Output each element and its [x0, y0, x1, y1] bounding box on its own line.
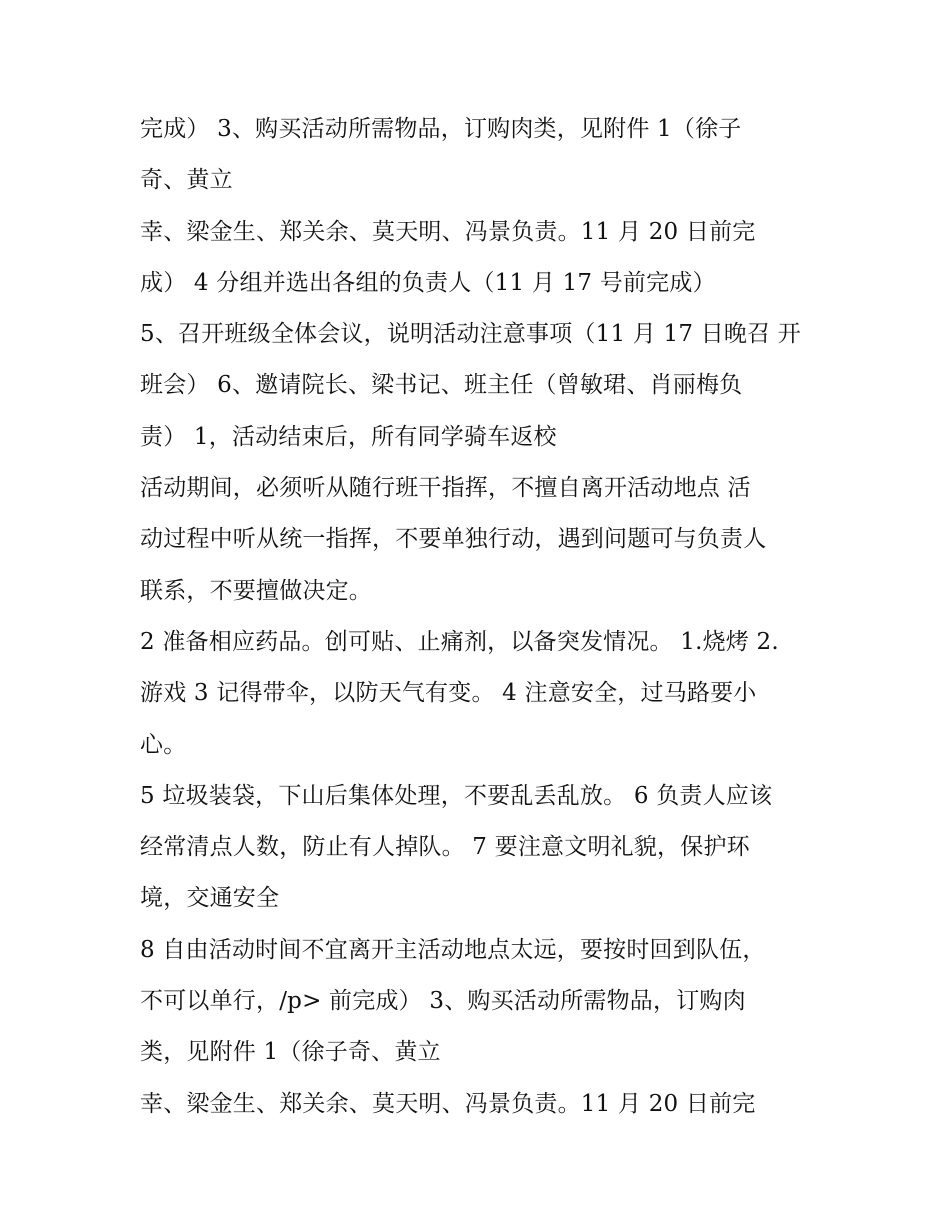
document-body — [140, 104, 840, 1130]
text-line: 心。 — [140, 731, 187, 758]
text-line: 班会） 6、邀请院长、梁书记、班主任（曾敏珺、肖丽梅负 — [140, 372, 743, 399]
text-line: 联系，不要擅做决定。 — [140, 577, 372, 604]
text-line: 动过程中听从统一指挥，不要单独行动，遇到问题可与负责人 — [140, 526, 767, 553]
text-line: 境，交通安全 — [140, 885, 280, 912]
text-line: 奇、黄立 — [140, 167, 233, 194]
text-line: 2 准备相应药品。创可贴、止痛剂，以备突发情况。 1.烧烤 2. — [140, 628, 779, 655]
text-line: 不可以单行，/p> 前完成） 3、购买活动所需物品，订购肉 — [140, 988, 746, 1015]
text-line: 幸、梁金生、郑关余、莫天明、冯景负责。11 月 20 日前完 — [140, 218, 756, 245]
text-line: 8 自由活动时间不宜离开主活动地点太远，要按时回到队伍， — [140, 936, 766, 963]
text-line: 经常清点人数，防止有人掉队。 7 要注意文明礼貌，保护环 — [140, 834, 750, 861]
text-line: 成） 4 分组并选出各组的负责人（11 月 17 号前完成） — [140, 269, 716, 296]
text-line: 幸、梁金生、郑关余、莫天明、冯景负责。11 月 20 日前完 — [140, 1090, 756, 1117]
text-line: 5、召开班级全体会议，说明活动注意事项（11 月 17 日晚召 开 — [140, 321, 802, 348]
text-line: 责） 1，活动结束后，所有同学骑车返校 — [140, 423, 557, 450]
text-line: 5 垃圾装袋，下山后集体处理，不要乱丢乱放。 6 负责人应该 — [140, 782, 773, 809]
text-line: 游戏 3 记得带伞，以防天气有变。 4 注意安全，过马路要小 — [140, 680, 757, 707]
text-line: 类，见附件 1（徐子奇、黄立 — [140, 1039, 441, 1066]
text-line: 完成） 3、购买活动所需物品，订购肉类，见附件 1（徐子 — [140, 116, 742, 142]
text-line: 活动期间，必须听从随行班干指挥，不擅自离开活动地点 活 — [140, 475, 751, 502]
